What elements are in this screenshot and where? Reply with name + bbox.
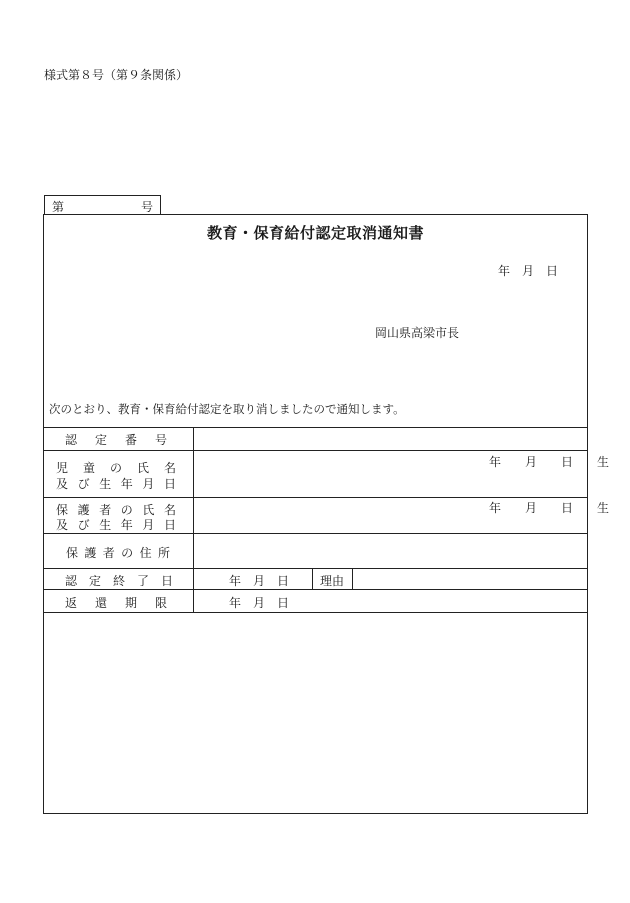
- label-char: 氏: [142, 503, 155, 517]
- table-line-top: [43, 427, 588, 428]
- label-char: 年: [120, 518, 133, 532]
- number-suffix: 号: [140, 200, 153, 214]
- label-char: 名: [163, 461, 176, 475]
- label-char: 認: [65, 574, 78, 588]
- label-char: 氏: [136, 461, 149, 475]
- document-title: 教育・保育給付認定取消通知書: [206, 224, 424, 242]
- table-line-3: [43, 533, 588, 534]
- label-char: 保: [56, 503, 69, 517]
- label-char: 住: [139, 546, 152, 560]
- table-line-2: [43, 497, 588, 498]
- label-char: 児: [56, 461, 69, 475]
- table-line-bottom: [43, 612, 588, 613]
- label-char: 返: [65, 596, 78, 610]
- guardian-birth-date: 年 月 日 生: [489, 501, 610, 515]
- label-char: 終: [112, 574, 125, 588]
- issuer-name: 岡山県高梁市長: [375, 326, 460, 340]
- label-char: 了: [136, 574, 149, 588]
- label-child-birth: [56, 475, 176, 492]
- form-label: 様式第８号（第９条関係）: [44, 68, 189, 82]
- label-char: 及: [56, 518, 69, 532]
- label-char: 定: [94, 433, 107, 447]
- label-char: の: [121, 546, 134, 560]
- label-char: 期: [124, 596, 137, 610]
- return-deadline-value: 年 月 日: [229, 596, 290, 610]
- reason-divider-left: [312, 568, 313, 589]
- label-char: 者: [99, 503, 112, 517]
- table-line-1: [43, 450, 588, 451]
- label-char: 日: [163, 477, 176, 491]
- label-char: 童: [82, 461, 95, 475]
- label-char: 限: [154, 596, 167, 610]
- table-line-5: [43, 589, 588, 590]
- label-char: の: [109, 461, 122, 475]
- label-char: 号: [154, 433, 167, 447]
- label-char: 日: [160, 574, 173, 588]
- label-char: 日: [163, 518, 176, 532]
- label-guardian-birth: [56, 516, 176, 533]
- label-char: 番: [124, 433, 137, 447]
- label-end-date: [65, 572, 173, 589]
- label-char: 年: [120, 477, 133, 491]
- table-line-4: [43, 568, 588, 569]
- label-child-name: [56, 459, 176, 476]
- label-char: 所: [157, 546, 170, 560]
- notice-text: 次のとおり、教育・保育給付認定を取り消しましたので通知します。: [49, 402, 405, 416]
- label-char: び: [77, 518, 90, 532]
- number-prefix: 第: [52, 200, 65, 214]
- label-return-deadline: [65, 594, 167, 611]
- label-char: 名: [163, 503, 176, 517]
- label-char: の: [120, 503, 133, 517]
- reason-divider-right: [352, 568, 353, 589]
- table-column-divider: [193, 427, 194, 612]
- label-char: 月: [142, 518, 155, 532]
- label-guardian-address: [66, 544, 170, 561]
- label-char: び: [77, 477, 90, 491]
- label-char: 護: [77, 503, 90, 517]
- label-char: 月: [142, 477, 155, 491]
- label-char: 護: [84, 546, 97, 560]
- label-char: 生: [99, 518, 112, 532]
- label-cert-number: [65, 431, 167, 448]
- label-char: 者: [102, 546, 115, 560]
- child-birth-date: 年 月 日 生: [489, 455, 610, 469]
- end-date-value: 年 月 日: [229, 574, 290, 588]
- issue-date: 年 月 日: [497, 264, 558, 278]
- label-char: 認: [65, 433, 78, 447]
- label-char: 還: [94, 596, 107, 610]
- reason-label: 理由: [320, 574, 345, 588]
- label-char: 及: [56, 477, 69, 491]
- document-number-box: [44, 195, 161, 214]
- label-char: 保: [66, 546, 79, 560]
- label-char: 生: [99, 477, 112, 491]
- label-char: 定: [88, 574, 101, 588]
